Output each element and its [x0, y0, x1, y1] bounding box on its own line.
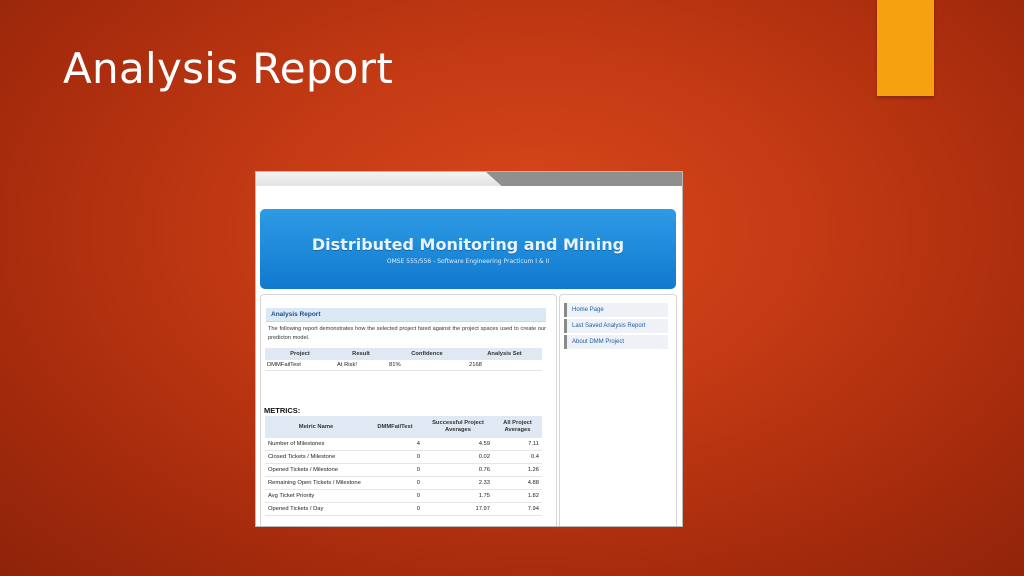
metrics-col-test: DMMFailTest — [367, 416, 423, 438]
metric-test-value: 0 — [367, 477, 423, 490]
table-row — [265, 503, 542, 516]
main-content-panel — [260, 294, 557, 527]
summary-col-result: Result — [335, 348, 387, 360]
metrics-table — [265, 416, 542, 516]
table-row — [265, 360, 542, 371]
metric-name: Number of Milestones — [265, 438, 367, 451]
summary-header-row — [265, 348, 542, 360]
table-row — [265, 464, 542, 477]
table-row — [265, 477, 542, 490]
nav-about-project[interactable]: About DMM Project — [564, 335, 668, 349]
metrics-col-name: Metric Name — [265, 416, 367, 438]
site-title: Distributed Monitoring and Mining — [311, 235, 625, 254]
table-row — [265, 490, 542, 503]
nav-last-saved-report[interactable]: Last Saved Analysis Report — [564, 319, 668, 333]
metric-all-value: 7.11 — [493, 438, 542, 451]
metric-all-value: 7.94 — [493, 503, 542, 516]
metric-name: Opened Tickets / Day — [265, 503, 367, 516]
metric-successful-value: 4.59 — [423, 438, 493, 451]
metric-successful-value: 0.02 — [423, 451, 493, 464]
metrics-col-successful: Successful Project Averages — [423, 416, 493, 438]
sidebar-panel — [559, 294, 677, 527]
metric-all-value: 1.82 — [493, 490, 542, 503]
nav-home-page[interactable]: Home Page — [564, 303, 668, 317]
metric-test-value: 0 — [367, 464, 423, 477]
summary-analysis-set: 2168 — [467, 360, 542, 371]
metric-successful-value: 0.76 — [423, 464, 493, 477]
accent-block — [877, 0, 934, 96]
report-description: The following report demonstrates how the selected project fared against the project spaces used to create our predicton model. — [268, 326, 546, 341]
metric-name: Remaining Open Tickets / Milestone — [265, 477, 367, 490]
screenshot-frame — [255, 171, 683, 527]
metric-test-value: 0 — [367, 503, 423, 516]
metric-successful-value: 1.75 — [423, 490, 493, 503]
metric-name: Closed Tickets / Milestone — [265, 451, 367, 464]
summary-result: At Risk! — [335, 360, 387, 371]
metric-test-value: 0 — [367, 451, 423, 464]
metric-all-value: 4.88 — [493, 477, 542, 490]
report-heading: Analysis Report — [266, 308, 546, 322]
summary-col-confidence: Confidence — [387, 348, 467, 360]
metric-all-value: 0.4 — [493, 451, 542, 464]
summary-project: DMMFailTest — [265, 360, 335, 371]
site-banner — [260, 209, 676, 289]
metric-name: Opened Tickets / Milestone — [265, 464, 367, 477]
metric-test-value: 4 — [367, 438, 423, 451]
metrics-header-row — [265, 416, 542, 438]
summary-confidence: 81% — [387, 360, 467, 371]
table-row — [265, 438, 542, 451]
slide-title: Analysis Report — [63, 44, 394, 93]
metrics-col-all: All Project Averages — [493, 416, 542, 438]
topbar-tab — [486, 172, 682, 186]
summary-col-analysis-set: Analysis Set — [467, 348, 542, 360]
summary-col-project: Project — [265, 348, 335, 360]
metric-successful-value: 17.97 — [423, 503, 493, 516]
browser-topbar — [256, 172, 682, 186]
metric-successful-value: 2.33 — [423, 477, 493, 490]
metric-test-value: 0 — [367, 490, 423, 503]
table-row — [265, 451, 542, 464]
metric-all-value: 1.26 — [493, 464, 542, 477]
metric-name: Avg Ticket Priority — [265, 490, 367, 503]
site-subtitle: OMSE 555/556 - Software Engineering Practicum I & II — [386, 258, 550, 265]
summary-table — [265, 348, 542, 371]
metrics-label: METRICS: — [264, 406, 301, 415]
